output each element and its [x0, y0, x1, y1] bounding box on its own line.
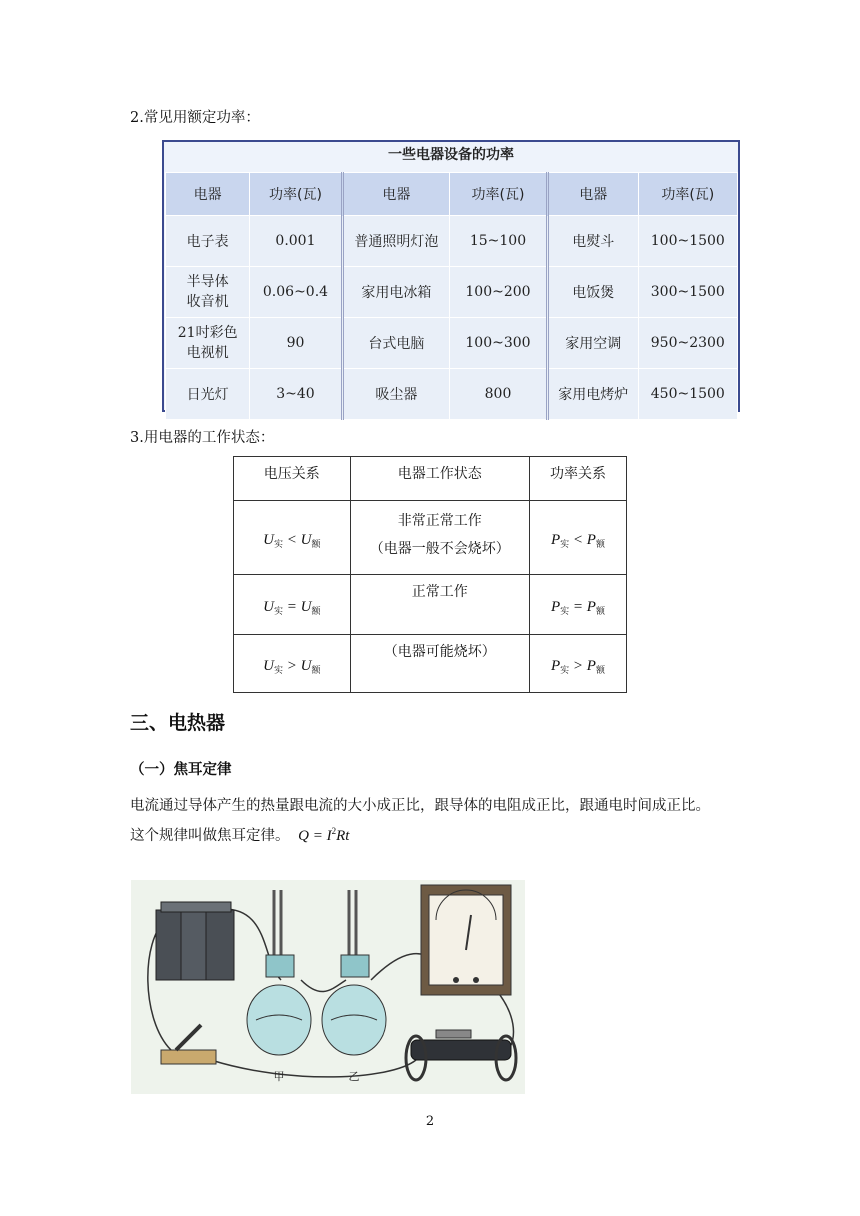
working-state — [350, 501, 529, 575]
appliance-cell — [166, 216, 250, 267]
joule-experiment-figure — [131, 880, 525, 1094]
appliance-line: 电饭煲 — [572, 285, 615, 301]
power-cell: 100~1500 — [638, 216, 737, 267]
section-3-label: 3.用电器的工作状态： — [130, 430, 275, 446]
appliance-line: 收音机 — [186, 294, 229, 310]
header-cell: 电器 — [342, 173, 449, 216]
working-state — [350, 635, 529, 693]
power-table-title: 一些电器设备的功率 — [388, 147, 514, 163]
state-text: 非常正常工作 — [397, 513, 482, 529]
header-cell: 功率(瓦) — [250, 173, 342, 216]
table-row — [234, 635, 627, 693]
state-table-header-row — [234, 457, 627, 501]
appliance-cell — [166, 369, 250, 420]
appliance-cell — [342, 267, 449, 318]
table-row — [234, 501, 627, 575]
flask-right-label: 乙 — [348, 1070, 360, 1083]
power-relation: $P_实 > P_额$ — [529, 635, 626, 693]
table-row — [166, 216, 738, 267]
joule-law-text-line2 — [130, 826, 349, 847]
power-cell: 0.001 — [250, 216, 342, 267]
joule-formula: $Q = I^2Rt$ — [298, 826, 350, 844]
power-cell: 800 — [450, 369, 548, 420]
table-row — [166, 369, 738, 420]
table-row — [166, 267, 738, 318]
power-cell: 15~100 — [450, 216, 548, 267]
voltage-relation: $U_实 = U_额$ — [234, 575, 351, 635]
section-heading: 三、电热器 — [130, 712, 226, 734]
appliance-line: 吸尘器 — [375, 387, 418, 403]
joule-law-intro: 这个规律叫做焦耳定律。 — [130, 828, 290, 844]
header-cell: 功率(瓦) — [638, 173, 737, 216]
appliance-cell — [547, 216, 638, 267]
flask-left-label: 甲 — [273, 1070, 285, 1083]
voltage-relation: $U_实 > U_额$ — [234, 635, 351, 693]
subsection-heading: （一）焦耳定律 — [130, 762, 232, 778]
power-relation: $P_实 < P_额$ — [529, 501, 626, 575]
header-cell: 功率(瓦) — [450, 173, 548, 216]
state-note: （电器可能烧坏） — [383, 644, 496, 660]
appliance-line: 半导体 — [186, 274, 229, 290]
header-cell: 电器 — [547, 173, 638, 216]
appliance-cell — [547, 369, 638, 420]
power-cell: 450~1500 — [638, 369, 737, 420]
power-cell: 0.06~0.4 — [250, 267, 342, 318]
appliance-line: 家用空调 — [565, 336, 622, 352]
working-state-table — [233, 456, 627, 693]
battery-icon — [156, 902, 234, 980]
appliance-cell — [342, 216, 449, 267]
power-cell: 300~1500 — [638, 267, 737, 318]
table-row — [166, 318, 738, 369]
joule-law-text-line1: 电流通过导体产生的热量跟电流的大小成正比，跟导体的电阻成正比，跟通电时间成正比。 — [130, 798, 710, 814]
appliance-line: 台式电脑 — [368, 336, 425, 352]
appliance-line: 日光灯 — [186, 387, 229, 403]
ammeter-icon — [421, 885, 511, 995]
appliance-line: 家用电烤炉 — [558, 387, 629, 403]
power-cell: 100~200 — [450, 267, 548, 318]
power-cell: 950~2300 — [638, 318, 737, 369]
power-table-header-row — [166, 173, 738, 216]
appliance-line: 普通照明灯泡 — [354, 234, 439, 250]
power-relation: $P_实 = P_额$ — [529, 575, 626, 635]
appliance-cell — [166, 318, 250, 369]
table-row — [234, 575, 627, 635]
power-cell: 100~300 — [450, 318, 548, 369]
state-text: 正常工作 — [411, 584, 468, 600]
power-cell: 3~40 — [250, 369, 342, 420]
header-cell: 电器 — [166, 173, 250, 216]
appliance-cell — [547, 267, 638, 318]
header-cell: 功率关系 — [529, 457, 626, 501]
appliance-cell — [166, 267, 250, 318]
appliance-line: 21吋彩色 — [177, 325, 238, 341]
appliance-cell — [342, 318, 449, 369]
appliance-line: 家用电冰箱 — [361, 285, 432, 301]
voltage-relation: $U_实 < U_额$ — [234, 501, 351, 575]
header-cell: 电器工作状态 — [350, 457, 529, 501]
appliance-line: 电熨斗 — [572, 234, 615, 250]
section-2-label: 2.常见用额定功率： — [130, 110, 260, 126]
header-cell: 电压关系 — [234, 457, 351, 501]
working-state — [350, 575, 529, 635]
appliance-cell — [547, 318, 638, 369]
power-table — [165, 172, 738, 420]
page-number: 2 — [425, 1114, 435, 1129]
appliance-cell — [342, 369, 449, 420]
state-note: （电器一般不会烧坏） — [369, 541, 510, 557]
power-cell: 90 — [250, 318, 342, 369]
appliance-line: 电子表 — [186, 234, 229, 250]
appliance-line: 电视机 — [186, 345, 229, 361]
